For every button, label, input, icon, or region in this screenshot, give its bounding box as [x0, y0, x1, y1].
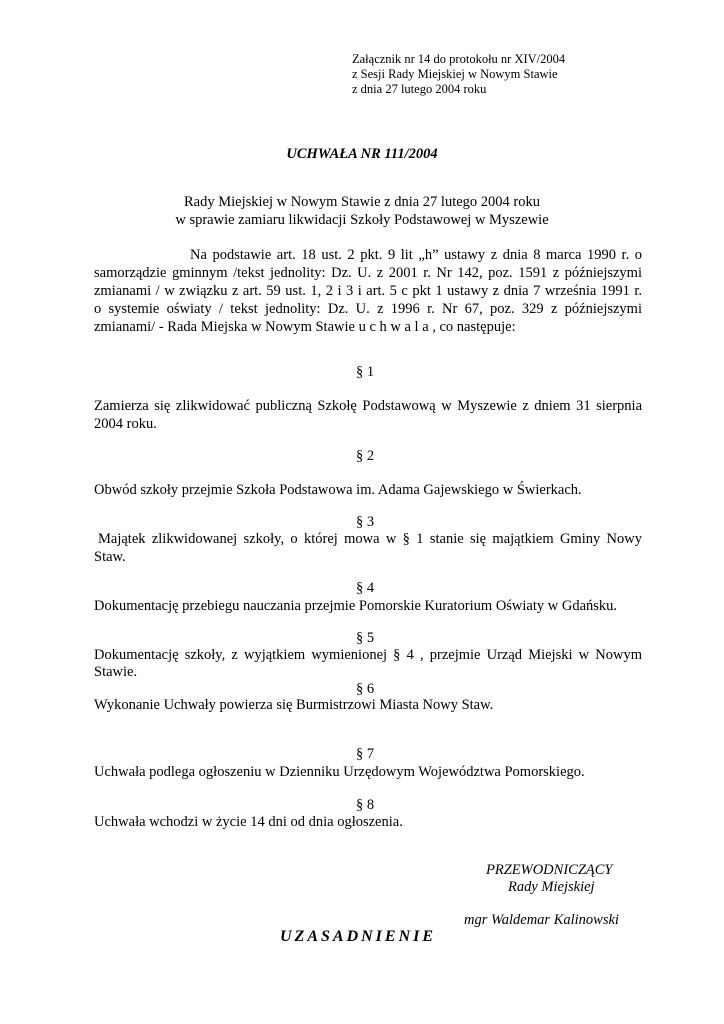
section-mark-3: § 3 [355, 514, 375, 530]
section-4-text: Dokumentację przebiegu nauczania przejmie Pomorskie Kuratorium Oświaty w Gdańsku. [94, 598, 618, 614]
section-mark-1: § 1 [355, 364, 375, 380]
section-5-text-line-1: Dokumentację szkoły, z wyjątkiem wymienionej § 4 , przejmie Urząd Miejski w Nowym [94, 647, 642, 663]
section-3-text-line-1: Majątek zlikwidowanej szkoły, o której mowa w § 1 stanie się majątkiem Gminy Nowy [98, 531, 642, 547]
subtitle-line-1: Rady Miejskiej w Nowym Stawie z dnia 27 lutego 2004 roku [183, 194, 540, 210]
preamble-line-1: Na podstawie art. 18 ust. 2 pkt. 9 lit „h” ustawy z dnia 8 marca 1990 r. o [190, 247, 642, 263]
preamble-line-5: zmianami/ - Rada Miejska w Nowym Stawie u c h w a l a , co następuje: [94, 319, 516, 335]
section-6-text: Wykonanie Uchwały powierza się Burmistrzowi Miasta Nowy Staw. [94, 697, 494, 713]
section-mark-8: § 8 [355, 797, 375, 813]
section-1-text-line-2: 2004 roku. [94, 416, 157, 432]
section-mark-5: § 5 [355, 630, 375, 646]
header-session-line: z Sesji Rady Miejskiej w Nowym Stawie [352, 67, 558, 81]
section-2-text: Obwód szkoły przejmie Szkoła Podstawowa im. Adama Gajewskiego w Świerkach. [94, 482, 582, 498]
section-8-text: Uchwała wchodzi w życie 14 dni od dnia ogłoszenia. [94, 814, 403, 830]
signature-body: Rady Miejskiej [508, 879, 595, 895]
section-5-text-line-2: Stawie. [94, 664, 138, 680]
justification-heading: UZASADNIENIE [280, 928, 437, 945]
section-1-text-line-1: Zamierza się zlikwidować publiczną Szkołę Podstawową w Myszewie z dniem 31 sierpnia [94, 398, 642, 414]
preamble-line-2: samorządzie gminnym /tekst jednolity: Dz. U. z 2001 r. Nr 142, poz. 1591 z późniejszymi [94, 265, 642, 281]
section-3-text-line-2: Staw. [94, 549, 126, 565]
section-mark-7: § 7 [355, 746, 375, 762]
section-mark-4: § 4 [355, 580, 375, 596]
resolution-title: UCHWAŁA NR 111/2004 [286, 146, 438, 162]
preamble-line-3: zmianami / w związku z art. 59 ust. 1, 2 i 3 i art. 5 c pkt 1 ustawy z dnia 7 września 1991 r. [94, 283, 642, 299]
header-attachment-line: Załącznik nr 14 do protokołu nr XIV/2004 [352, 52, 566, 66]
signature-name: mgr Waldemar Kalinowski [464, 912, 619, 928]
section-7-text: Uchwała podlega ogłoszeniu w Dzienniku Urzędowym Województwa Pomorskiego. [94, 764, 585, 780]
section-mark-6: § 6 [355, 681, 375, 697]
subtitle-line-2: w sprawie zamiaru likwidacji Szkoły Podstawowej w Myszewie [175, 212, 549, 228]
header-date-line: z dnia 27 lutego 2004 roku [352, 82, 487, 96]
signature-role: PRZEWODNICZĄCY [486, 862, 613, 878]
section-mark-2: § 2 [355, 448, 375, 464]
preamble-line-4: o systemie oświaty / tekst jednolity: Dz. U. z 1996 r. Nr 67, poz. 329 z późniejszymi [94, 301, 642, 317]
